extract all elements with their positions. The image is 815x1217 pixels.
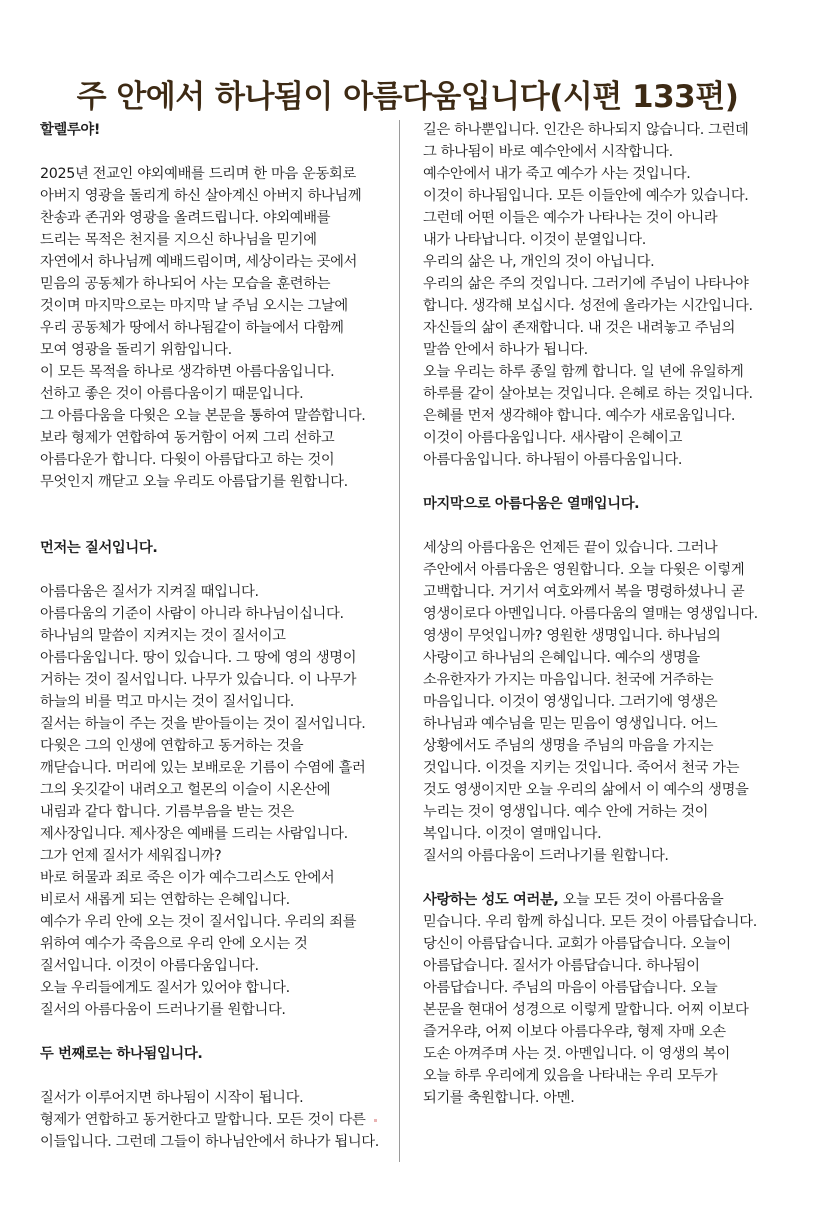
right-text-line bbox=[423, 163, 773, 185]
page-title: 주 안에서 하나됨이 아름다움입니다(시편 133편) bbox=[76, 78, 739, 115]
line-text: 드리는 목적은 천지를 지으신 하나님을 믿기에 bbox=[40, 232, 317, 248]
right-text-line bbox=[423, 691, 773, 713]
line-text: 자연에서 하나님께 예배드림이며, 세상이라는 곳에서 bbox=[40, 254, 358, 270]
right-text-line bbox=[423, 933, 773, 955]
line-text: 그 하나됨이 바로 예수안에서 시작합니다. bbox=[423, 144, 673, 160]
line-text: 영생이로다 아멘입니다. 아름다움의 열매는 영생입니다. bbox=[423, 606, 758, 622]
line-text: 비로서 새롭게 되는 연합하는 은혜입니다. bbox=[40, 892, 290, 908]
line-text: 아름다움은 질서가 지켜질 때입니다. bbox=[40, 584, 259, 600]
line-text: 우리 공동체가 땅에서 하나됨같이 하늘에서 다함께 bbox=[40, 320, 344, 336]
line-text: 할렐루야! bbox=[40, 122, 101, 138]
left-text-line bbox=[40, 405, 390, 427]
left-section-heading bbox=[40, 537, 390, 559]
right-text-line bbox=[423, 757, 773, 779]
line-text: 위하여 예수가 죽음으로 우리 안에 오시는 것 bbox=[40, 936, 308, 952]
line-text: 하늘의 비를 먹고 마시는 것이 질서입니다. bbox=[40, 694, 294, 710]
right-section-heading bbox=[423, 493, 773, 515]
line-text: 아름다운가 합니다. 다윗이 아름답다고 하는 것이 bbox=[40, 452, 335, 468]
right-text-line bbox=[423, 361, 773, 383]
right-text-line bbox=[423, 273, 773, 295]
line-text: 이것이 하나됨입니다. 모든 이들안에 예수가 있습니다. bbox=[423, 188, 749, 204]
line-text: 마음입니다. 이것이 영생입니다. 그러기에 영생은 bbox=[423, 694, 718, 710]
left-text-line bbox=[40, 757, 390, 779]
left-text-line bbox=[40, 603, 390, 625]
left-text-line bbox=[40, 273, 390, 295]
left-blank-line bbox=[40, 559, 390, 581]
line-text: 믿습니다. 우리 함께 하십니다. 모든 것이 아름답습니다. bbox=[423, 914, 757, 930]
line-text: 말씀 안에서 하나가 됩니다. bbox=[423, 342, 588, 358]
line-text: 고백합니다. 거기서 여호와께서 복을 명령하셨나니 곧 bbox=[423, 584, 745, 600]
line-text: 아버지 영광을 돌리게 하신 살아계신 아버지 하나님께 bbox=[40, 188, 362, 204]
left-text-line bbox=[40, 185, 390, 207]
right-text-line bbox=[423, 581, 773, 603]
left-text-line bbox=[40, 207, 390, 229]
right-text-line bbox=[423, 449, 773, 471]
right-text-line bbox=[423, 1043, 773, 1065]
left-text-line bbox=[40, 933, 390, 955]
margin-mark bbox=[374, 1119, 377, 1122]
line-text: 그가 언제 질서가 세워집니까? bbox=[40, 848, 222, 864]
right-text-line bbox=[423, 999, 773, 1021]
line-text: 우리의 삶은 주의 것입니다. 그러기에 주님이 나타나야 bbox=[423, 276, 749, 292]
left-blank-line bbox=[40, 1021, 390, 1043]
right-column bbox=[423, 119, 773, 1109]
left-text-line bbox=[40, 163, 390, 185]
left-text-line bbox=[40, 647, 390, 669]
line-text: 거하는 것이 질서입니다. 나무가 있습니다. 이 나무가 bbox=[40, 672, 357, 688]
right-text-line bbox=[423, 889, 773, 911]
line-text: 찬송과 존귀와 영광을 올려드립니다. 야외예배를 bbox=[40, 210, 331, 226]
right-text-line bbox=[423, 779, 773, 801]
inline-bold-lead: 사랑하는 성도 여러분, bbox=[423, 892, 559, 908]
line-text: 아름다움의 기준이 사람이 아니라 하나님이십니다. bbox=[40, 606, 344, 622]
line-text: 그의 옷깃같이 내려오고 헐몬의 이슬이 시온산에 bbox=[40, 782, 331, 798]
left-section-heading bbox=[40, 1043, 390, 1065]
left-blank-line bbox=[40, 141, 390, 163]
line-text: 도손 아껴주며 사는 것. 아멘입니다. 이 영생의 복이 bbox=[423, 1046, 730, 1062]
line-text: 합니다. 생각해 보십시다. 성전에 올라가는 시간입니다. bbox=[423, 298, 753, 314]
left-text-line bbox=[40, 867, 390, 889]
left-text-line bbox=[40, 1109, 390, 1131]
left-text-line bbox=[40, 911, 390, 933]
line-text: 이 모든 목적을 하나로 생각하면 아름다움입니다. bbox=[40, 364, 335, 380]
right-text-line bbox=[423, 537, 773, 559]
line-text: 아름다움입니다. 하나됨이 아름다움입니다. bbox=[423, 452, 683, 468]
left-text-line bbox=[40, 229, 390, 251]
line-text: 상황에서도 주님의 생명을 주님의 마음을 가지는 bbox=[423, 738, 714, 754]
line-text: 깨닫습니다. 머리에 있는 보배로운 기름이 수염에 흘러 bbox=[40, 760, 366, 776]
right-text-line bbox=[423, 845, 773, 867]
line-text: 것입니다. 이것을 지키는 것입니다. 죽어서 천국 가는 bbox=[423, 760, 740, 776]
right-text-line bbox=[423, 185, 773, 207]
line-text: 그런데 어떤 이들은 예수가 나타나는 것이 아니라 bbox=[423, 210, 718, 226]
line-text: 자신들의 삶이 존재합니다. 내 것은 내려놓고 주님의 bbox=[423, 320, 736, 336]
line-text: 예수안에서 내가 죽고 예수가 사는 것입니다. bbox=[423, 166, 691, 182]
line-text: 예수가 우리 안에 오는 것이 질서입니다. 우리의 죄를 bbox=[40, 914, 357, 930]
left-blank-line bbox=[40, 1065, 390, 1087]
left-text-line bbox=[40, 251, 390, 273]
line-text: 되기를 축원합니다. 아멘. bbox=[423, 1090, 575, 1106]
line-text: 오늘 모든 것이 아름다움을 bbox=[562, 892, 724, 908]
line-text: 당신이 아름답습니다. 교회가 아름답습니다. 오늘이 bbox=[423, 936, 731, 952]
left-text-line bbox=[40, 1087, 390, 1109]
line-text: 세상의 아름다움은 언제든 끝이 있습니다. 그러나 bbox=[423, 540, 718, 556]
left-text-line bbox=[40, 471, 390, 493]
right-text-line bbox=[423, 823, 773, 845]
line-text: 사랑이고 하나님의 은혜입니다. 예수의 생명을 bbox=[423, 650, 700, 666]
line-text: 아름다움입니다. 땅이 있습니다. 그 땅에 영의 생명이 bbox=[40, 650, 357, 666]
line-text: 오늘 우리는 하루 종일 함께 합니다. 일 년에 유일하게 bbox=[423, 364, 744, 380]
line-text: 무엇인지 깨닫고 오늘 우리도 아름답기를 원합니다. bbox=[40, 474, 348, 490]
line-text: 이것이 아름다움입니다. 새사람이 은혜이고 bbox=[423, 430, 683, 446]
line-text: 바로 허물과 죄로 죽은 이가 예수그리스도 안에서 bbox=[40, 870, 335, 886]
left-text-line bbox=[40, 801, 390, 823]
line-text: 것이며 마지막으로는 마지막 날 주님 오시는 그날에 bbox=[40, 298, 348, 314]
line-text: 우리의 삶은 나, 개인의 것이 아닙니다. bbox=[423, 254, 655, 270]
right-text-line bbox=[423, 559, 773, 581]
line-text: 그 아름다움을 다윗은 오늘 본문을 통하여 말씀합니다. bbox=[40, 408, 366, 424]
line-text: 아름답습니다. 질서가 아름답습니다. 하나됨이 bbox=[423, 958, 700, 974]
right-text-line bbox=[423, 603, 773, 625]
line-text: 질서입니다. 이것이 아름다움입니다. bbox=[40, 958, 259, 974]
left-text-line bbox=[40, 361, 390, 383]
left-text-line bbox=[40, 581, 390, 603]
line-text: 영생이 무엇입니까? 영원한 생명입니다. 하나님의 bbox=[423, 628, 721, 644]
left-text-line bbox=[40, 669, 390, 691]
left-text-line bbox=[40, 449, 390, 471]
line-text: 소유한자가 가지는 마음입니다. 천국에 거주하는 bbox=[423, 672, 714, 688]
left-blank-line bbox=[40, 515, 390, 537]
left-text-line bbox=[40, 691, 390, 713]
right-blank-line bbox=[423, 867, 773, 889]
line-text: 질서의 아름다움이 드러나기를 원합니다. bbox=[40, 1002, 286, 1018]
line-text: 제사장입니다. 제사장은 예배를 드리는 사람입니다. bbox=[40, 826, 348, 842]
line-text: 질서의 아름다움이 드러나기를 원합니다. bbox=[423, 848, 669, 864]
left-text-line bbox=[40, 823, 390, 845]
right-text-line bbox=[423, 405, 773, 427]
left-text-line bbox=[40, 295, 390, 317]
left-text-line bbox=[40, 383, 390, 405]
line-text: 아름답습니다. 주님의 마음이 아름답습니다. 오늘 bbox=[423, 980, 718, 996]
left-text-line bbox=[40, 1131, 390, 1153]
right-text-line bbox=[423, 119, 773, 141]
line-text: 이들입니다. 그런데 그들이 하나님안에서 하나가 됩니다. bbox=[40, 1134, 379, 1150]
right-text-line bbox=[423, 977, 773, 999]
right-text-line bbox=[423, 1065, 773, 1087]
line-text: 먼저는 질서입니다. bbox=[40, 540, 158, 556]
right-text-line bbox=[423, 339, 773, 361]
line-text: 질서가 이루어지면 하나됨이 시작이 됩니다. bbox=[40, 1090, 304, 1106]
left-text-line bbox=[40, 713, 390, 735]
right-text-line bbox=[423, 229, 773, 251]
right-text-line bbox=[423, 1021, 773, 1043]
column-divider bbox=[399, 120, 400, 1162]
left-text-line bbox=[40, 955, 390, 977]
left-text-line bbox=[40, 735, 390, 757]
right-text-line bbox=[423, 295, 773, 317]
right-text-line bbox=[423, 735, 773, 757]
left-text-line bbox=[40, 977, 390, 999]
right-blank-line bbox=[423, 515, 773, 537]
line-text: 하나님의 말씀이 지켜지는 것이 질서이고 bbox=[40, 628, 286, 644]
left-text-line bbox=[40, 339, 390, 361]
line-text: 즐거우랴, 어찌 이보다 아름다우랴, 형제 자매 오손 bbox=[423, 1024, 726, 1040]
line-text: 본문을 현대어 성경으로 이렇게 말합니다. 어찌 이보다 bbox=[423, 1002, 749, 1018]
left-text-line bbox=[40, 999, 390, 1021]
line-text: 내림과 같다 합니다. 기름부음을 받는 것은 bbox=[40, 804, 294, 820]
left-text-line bbox=[40, 889, 390, 911]
line-text: 두 번째로는 하나됨입니다. bbox=[40, 1046, 203, 1062]
right-text-line bbox=[423, 1087, 773, 1109]
right-text-line bbox=[423, 801, 773, 823]
right-text-line bbox=[423, 317, 773, 339]
right-text-line bbox=[423, 713, 773, 735]
right-text-line bbox=[423, 911, 773, 933]
left-column bbox=[40, 119, 390, 1153]
line-text: 은혜를 먼저 생각해야 합니다. 예수가 새로움입니다. bbox=[423, 408, 736, 424]
right-text-line bbox=[423, 955, 773, 977]
line-text: 오늘 하루 우리에게 있음을 나타내는 우리 모두가 bbox=[423, 1068, 718, 1084]
line-text: 길은 하나뿐입니다. 인간은 하나되지 않습니다. 그런데 bbox=[423, 122, 749, 138]
line-text: 것도 영생이지만 오늘 우리의 삶에서 이 예수의 생명을 bbox=[423, 782, 749, 798]
left-text-line bbox=[40, 317, 390, 339]
right-text-line bbox=[423, 383, 773, 405]
left-text-line bbox=[40, 625, 390, 647]
right-text-line bbox=[423, 669, 773, 691]
line-text: 하나님과 예수님을 믿는 믿음이 영생입니다. 어느 bbox=[423, 716, 718, 732]
right-blank-line bbox=[423, 471, 773, 493]
left-text-line bbox=[40, 779, 390, 801]
left-text-line bbox=[40, 845, 390, 867]
line-text: 오늘 우리들에게도 질서가 있어야 합니다. bbox=[40, 980, 290, 996]
right-text-line bbox=[423, 625, 773, 647]
line-text: 하루를 같이 살아보는 것입니다. 은혜로 하는 것입니다. bbox=[423, 386, 753, 402]
line-text: 보라 형제가 연합하여 동거함이 어찌 그리 선하고 bbox=[40, 430, 335, 446]
line-text: 선하고 좋은 것이 아름다움이기 때문입니다. bbox=[40, 386, 304, 402]
right-text-line bbox=[423, 647, 773, 669]
right-text-line bbox=[423, 251, 773, 273]
line-text: 다윗은 그의 인생에 연합하고 동거하는 것을 bbox=[40, 738, 304, 754]
right-text-line bbox=[423, 141, 773, 163]
line-text: 모여 영광을 돌리기 위함입니다. bbox=[40, 342, 232, 358]
left-section-heading bbox=[40, 119, 390, 141]
line-text: 내가 나타납니다. 이것이 분열입니다. bbox=[423, 232, 646, 248]
line-text: 주안에서 아름다움은 영원합니다. 오늘 다윗은 이렇게 bbox=[423, 562, 745, 578]
left-text-line bbox=[40, 427, 390, 449]
line-text: 복입니다. 이것이 열매입니다. bbox=[423, 826, 602, 842]
line-text: 누리는 것이 영생입니다. 예수 안에 거하는 것이 bbox=[423, 804, 709, 820]
line-text: 형제가 연합하고 동거한다고 말합니다. 모든 것이 다른 bbox=[40, 1112, 366, 1128]
line-text: 믿음의 공동체가 하나되어 사는 모습을 훈련하는 bbox=[40, 276, 331, 292]
line-text: 질서는 하늘이 주는 것을 받아들이는 것이 질서입니다. bbox=[40, 716, 366, 732]
right-text-line bbox=[423, 207, 773, 229]
left-blank-line bbox=[40, 493, 390, 515]
line-text: 마지막으로 아름다움은 열매입니다. bbox=[423, 496, 640, 512]
line-text: 2025년 전교인 야외예배를 드리며 한 마음 운동회로 bbox=[40, 166, 356, 182]
right-text-line bbox=[423, 427, 773, 449]
